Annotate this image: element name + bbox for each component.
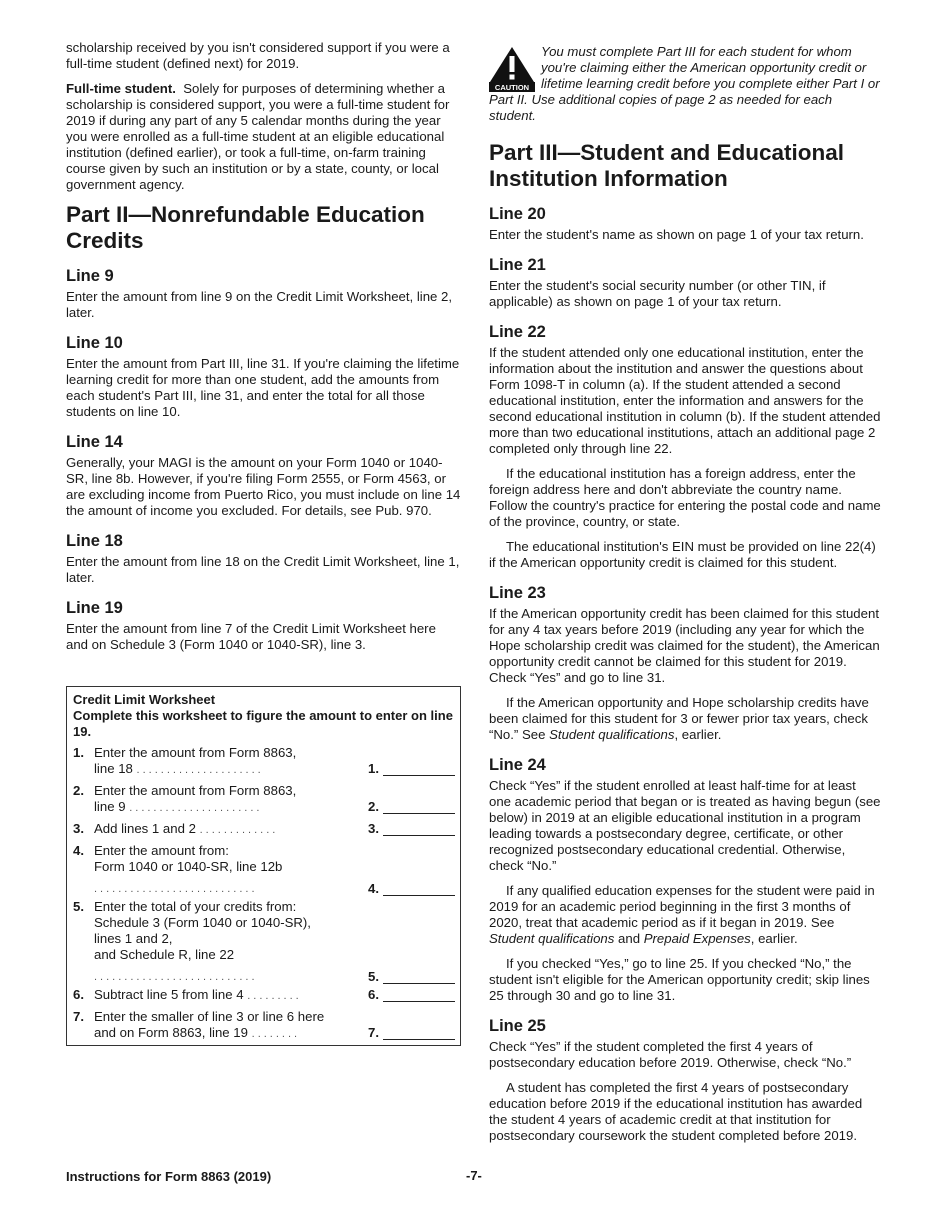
worksheet-title: Credit Limit Worksheet: [73, 692, 216, 707]
leader-dots: ...........................: [94, 883, 258, 895]
entry-field-1[interactable]: [383, 761, 455, 776]
scholarship-paragraph: scholarship received by you isn't considered support if you were a full-time student (defined next) for 2019.: [66, 40, 450, 71]
line23-text-2: [489, 695, 881, 743]
worksheet-row-1: [73, 745, 454, 783]
line19-text: Enter the amount from line 7 of the Credit Limit Worksheet here and on Schedule 3 (Form 1040 or 1040-SR), line 3.: [66, 621, 436, 652]
text-run-italic: Prepaid Expenses: [643, 931, 751, 946]
entry-field-3[interactable]: [383, 821, 455, 836]
line-number: 5.: [368, 969, 379, 984]
line23-heading: Line 23: [489, 584, 546, 602]
part2-title: Part II—Nonrefundable Education Credits: [66, 202, 425, 253]
line22-text-2: If the educational institution has a foreign address, enter the foreign address here and don't abbreviate the country name. Follow the country's practice for entering the postal code and name of the province, country, or state.: [489, 466, 881, 529]
line10-text: Enter the amount from Part III, line 31. If you're claiming the lifetime learning credit for more than one student, add the amounts from each student's Part III, line 31, and enter the total for all those students on line 10.: [66, 356, 460, 419]
row-text: Enter the total of your credits from:: [94, 899, 297, 914]
text-run: , earlier.: [674, 727, 722, 742]
text-run-italic: Student qualifications: [489, 931, 615, 946]
line-number: 6.: [368, 987, 379, 1002]
leader-dots: ......................: [129, 802, 263, 814]
line24-text-1: Check “Yes” if the student enrolled at least half-time for at least one academic period that began or is treated as having begun (see below) in 2019 at an eligible educational institution in a program leading towards a postsecondary degree, certificate, or other recognized postsecondary educational credential. Otherwise, check “No.”: [489, 778, 881, 873]
line-number: 4.: [368, 881, 379, 896]
row-text-cont: line 9: [94, 799, 126, 814]
row-text-cont: line 18: [94, 761, 133, 776]
part3-title: Part III—Student and Educational Institution Information: [489, 140, 845, 191]
text-run: If any qualified education expenses for the student were paid in 2019 for an academic period beginning in the first 3 months of 2020, treat that academic period as if it began in 2019. See: [489, 883, 875, 930]
line25-text-1: Check “Yes” if the student completed the first 4 years of postsecondary education before 2019. Otherwise, check “No.”: [489, 1039, 852, 1070]
text-run: , earlier.: [750, 931, 798, 946]
worksheet-row-5: [73, 899, 454, 987]
entry-field-7[interactable]: [383, 1025, 455, 1040]
line22-text-1: If the student attended only one educational institution, enter the information about the institution and answer the questions about Form 1098-T in column (a). If the student attended a second educational institution, enter the information and answers for the second educational institution in column (b). If the student attended more than two educational institutions, attach an additional page 2 completed only through line 22.: [489, 345, 881, 456]
text-run: If the American opportunity and Hope scholarship credits have been claimed for this student for 3 or fewer prior tax years, check “No.” See: [489, 695, 869, 742]
line20-text: Enter the student's name as shown on page 1 of your tax return.: [489, 227, 864, 242]
worksheet-row-3: [73, 821, 454, 843]
row-text-cont: lines 1 and 2,: [94, 931, 173, 946]
worksheet-row-7: [73, 1009, 454, 1047]
leader-dots: .........: [247, 990, 302, 1002]
leader-dots: .....................: [136, 764, 264, 776]
row-text-cont: Schedule 3 (Form 1040 or 1040-SR),: [94, 915, 311, 930]
line21-heading: Line 21: [489, 256, 546, 274]
line10-heading: Line 10: [66, 334, 123, 352]
line9-text: Enter the amount from line 9 on the Credit Limit Worksheet, line 2, later.: [66, 289, 453, 320]
line-number: 7.: [368, 1025, 379, 1040]
entry-field-6[interactable]: [383, 987, 455, 1002]
caution-icon: [489, 46, 535, 92]
line25-heading: Line 25: [489, 1017, 546, 1035]
line22-heading: Line 22: [489, 323, 546, 341]
row-text: Subtract line 5 from line 4: [94, 987, 244, 1002]
row-number: 5.: [73, 899, 84, 914]
page-number: -7-: [466, 1168, 482, 1183]
row-number: 6.: [73, 987, 84, 1002]
entry-field-2[interactable]: [383, 799, 455, 814]
line25-text-2: A student has completed the first 4 years of postsecondary education before 2019 if the educational institution has awarded the student 4 years of academic credit at that institution for postsecondary coursework the student completed before 2019.: [489, 1080, 863, 1143]
line24-text-2: [489, 883, 881, 947]
caution-box: [489, 44, 881, 124]
row-text: Enter the smaller of line 3 or line 6 here: [94, 1009, 325, 1024]
text-run: and: [614, 931, 644, 946]
row-text: Enter the amount from Form 8863,: [94, 783, 297, 798]
row-number: 2.: [73, 783, 84, 798]
line9-heading: Line 9: [66, 267, 114, 285]
row-text-cont: Form 1040 or 1040-SR, line 12b: [94, 859, 283, 874]
row-text: Enter the amount from Form 8863,: [94, 745, 297, 760]
row-number: 4.: [73, 843, 84, 858]
line21-text: Enter the student's social security number (or other TIN, if applicable) as shown on page 1 of your tax return.: [489, 278, 826, 309]
line23-text-1: If the American opportunity credit has been claimed for this student for any 4 tax years before 2019 (including any year for which the Hope scholarship credit was claimed for the student), the American opportunity credit cannot be claimed for this student for 2019. Check “Yes” and go to line 31.: [489, 606, 880, 685]
caution-text: You must complete Part III for each student for whom you're claiming either the American opportunity credit or lifetime learning credit before you complete either Part I or Part II. Use additional copies of page 2 as needed for each student.: [489, 44, 880, 123]
row-text-cont: and on Form 8863, line 19: [94, 1025, 248, 1040]
worksheet-row-4: [73, 843, 454, 899]
line14-heading: Line 14: [66, 433, 123, 451]
worksheet-row-2: [73, 783, 454, 821]
line24-heading: Line 24: [489, 756, 546, 774]
entry-field-4[interactable]: [383, 881, 455, 896]
row-number: 7.: [73, 1009, 84, 1024]
credit-limit-worksheet: [66, 686, 461, 1046]
left-column: [66, 40, 461, 662]
footer-title: Instructions for Form 8863 (2019): [66, 1169, 272, 1184]
line24-text-3: If you checked “Yes,” go to line 25. If you checked “No,” the student isn't eligible for the American opportunity credit; skip lines 25 through 30 and go to line 31.: [489, 956, 870, 1003]
right-column: [489, 40, 881, 1153]
row-text: Enter the amount from:: [94, 843, 229, 858]
worksheet-row-6: [73, 987, 454, 1009]
line18-text: Enter the amount from line 18 on the Credit Limit Worksheet, line 1, later.: [66, 554, 460, 585]
worksheet-subtitle: Complete this worksheet to figure the amount to enter on line 19.: [73, 708, 453, 739]
leader-dots: ........: [251, 1028, 301, 1040]
line-number: 3.: [368, 821, 379, 836]
line22-text-3: The educational institution's EIN must be provided on line 22(4) if the American opportunity credit is claimed for this student.: [489, 539, 876, 570]
row-number: 1.: [73, 745, 84, 760]
row-text-cont: and Schedule R, line 22: [94, 947, 235, 962]
line14-text: Generally, your MAGI is the amount on your Form 1040 or 1040-SR, line 8b. However, if you're filing Form 2555, or Form 4563, or are excluding income from Puerto Rico, you must include on line 14 the amount of income you excluded. For details, see Pub. 970.: [66, 455, 461, 518]
fulltime-text: Solely for purposes of determining whether a scholarship is considered support, you were a full-time student for 2019 if during any part of any 5 calendar months during the year you were enrolled as a full-time student at an eligible educational institution (defined earlier), or took a full-time, on-farm training course given by such an institution or by a state, county, or local government agency.: [66, 81, 450, 192]
caution-label: CAUTION: [494, 83, 530, 92]
line19-heading: Line 19: [66, 599, 123, 617]
entry-field-5[interactable]: [383, 969, 455, 984]
leader-dots: ...........................: [94, 971, 258, 983]
line20-heading: Line 20: [489, 205, 546, 223]
line-number: 2.: [368, 799, 379, 814]
line18-heading: Line 18: [66, 532, 123, 550]
fulltime-paragraph: [66, 81, 461, 193]
row-text: Add lines 1 and 2: [94, 821, 196, 836]
line-number: 1.: [368, 761, 379, 776]
row-number: 3.: [73, 821, 84, 836]
leader-dots: .............: [199, 824, 279, 836]
text-run-italic: Student qualifications: [549, 727, 675, 742]
fulltime-label: Full-time student.: [66, 81, 176, 96]
